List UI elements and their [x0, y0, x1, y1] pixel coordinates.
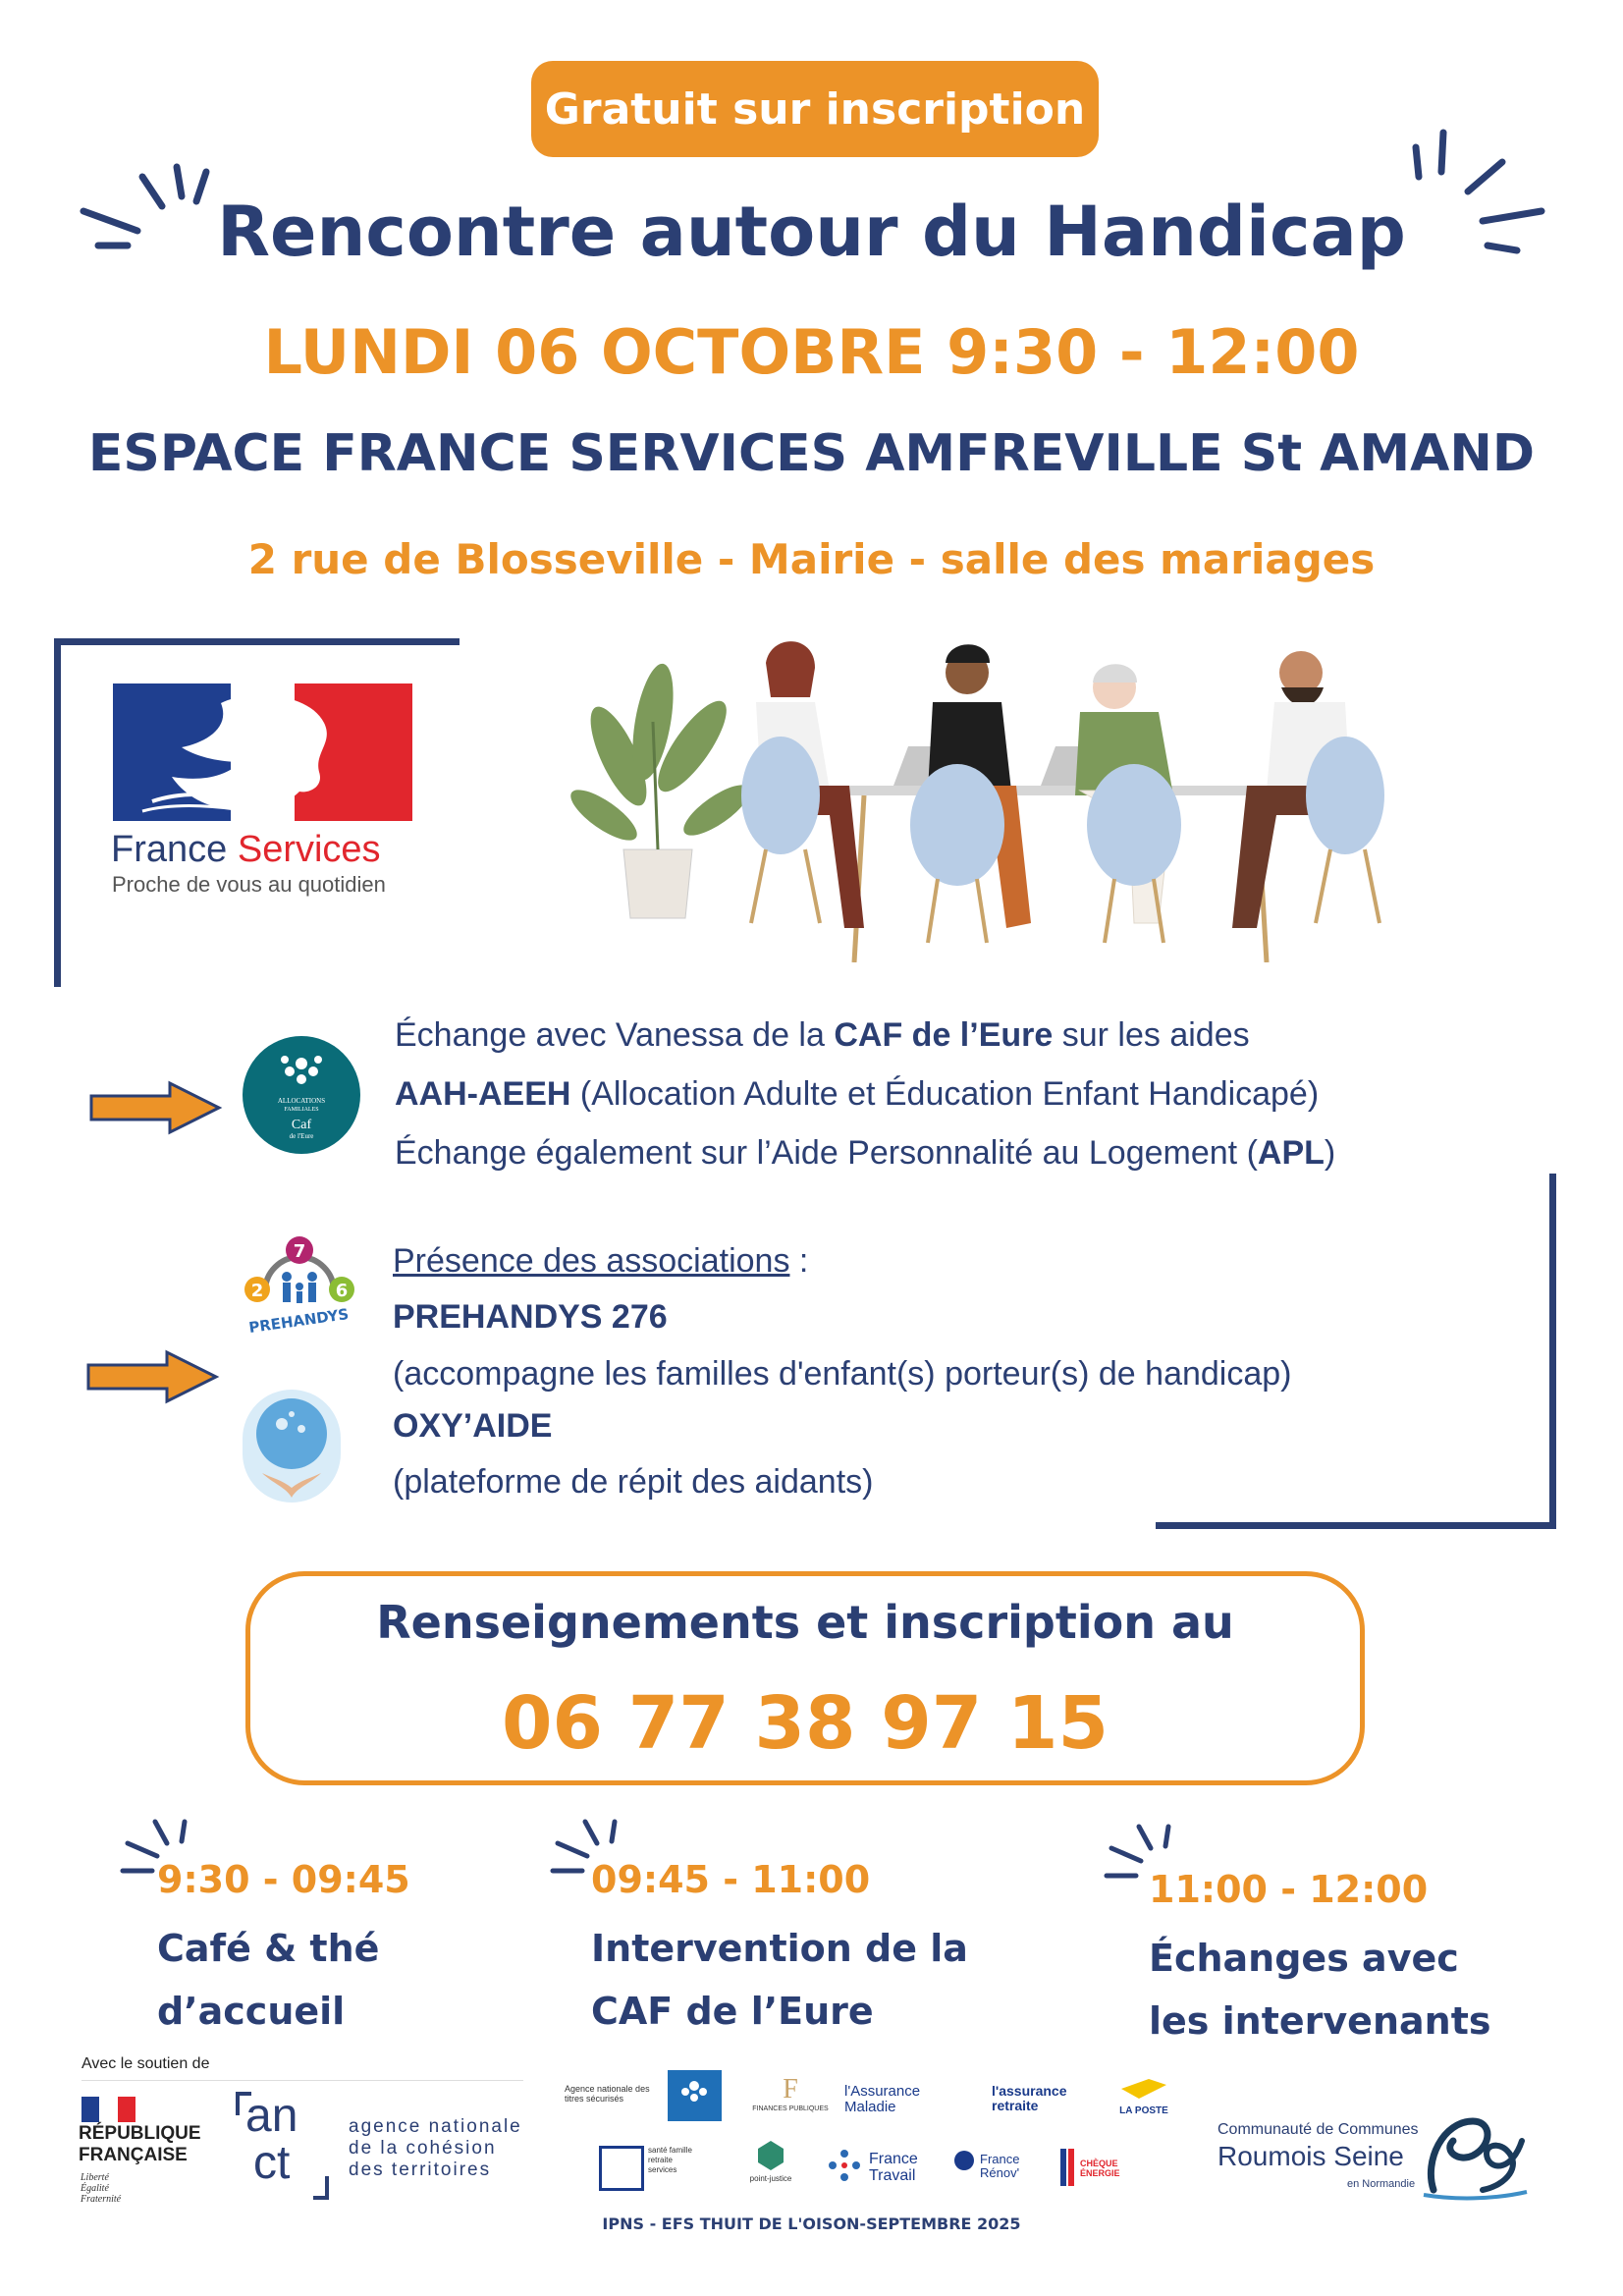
france-travail-icon [825, 2146, 864, 2185]
schedule-3-line1: Échanges avec [1149, 1937, 1459, 1980]
schedule-1-line1: Café & thé [157, 1927, 380, 1970]
prehandys-description: (accompagne les familles d'enfant(s) porteur(s) de handicap) [393, 1355, 1292, 1393]
france-renov-icon [954, 2151, 974, 2170]
frame-right-h [1156, 1522, 1556, 1529]
laposte-text: LA POSTE [1119, 2105, 1168, 2116]
schedule-2-line1: Intervention de la [591, 1927, 968, 1970]
frame-right-v [1549, 1174, 1556, 1529]
associations-heading-text: Présence des associations [393, 1242, 790, 1280]
schedule-2-line2: CAF de l’Eure [591, 1990, 874, 2033]
caf-small-icon [668, 2070, 722, 2121]
rf-motto1: Liberté [81, 2172, 109, 2183]
caf-line-1-b: CAF de l’Eure [834, 1016, 1054, 1054]
caf-line-3-b: APL [1257, 1134, 1325, 1172]
prehandys-digit-7: 7 [293, 1241, 306, 1262]
info-title: Renseignements et inscription au [376, 1596, 1234, 1649]
anct-l3: des territoires [349, 2159, 492, 2180]
arrow-right-icon [83, 1347, 221, 1406]
cheque-energie-flag-blue [1060, 2149, 1066, 2186]
justice-icon [758, 2141, 784, 2170]
justice-text: point-justice [749, 2174, 792, 2183]
caf-logo-line3: Caf [291, 1118, 312, 1132]
event-date: LUNDI 06 OCTOBRE 9:30 - 12:00 [263, 316, 1360, 388]
anct-text [349, 2116, 522, 2181]
cc-line3: en Normandie [1347, 2178, 1416, 2190]
caf-line-3-c: ) [1324, 1134, 1336, 1172]
caf-line-3-a: Échange également sur l’Aide Personnalité au Logement ( [395, 1134, 1258, 1172]
france-travail-text: France Travail [869, 2151, 918, 2184]
associations-heading-suffix: : [789, 1242, 809, 1280]
prehandys-digit-2: 2 [250, 1281, 264, 1301]
prehandys-name: PREHANDYS 276 [393, 1298, 668, 1336]
schedule-1-time: 9:30 - 09:45 [157, 1858, 410, 1901]
frame-top-left-v [54, 638, 61, 987]
prehandys-logo-icon [236, 1232, 363, 1340]
footer-divider [81, 2080, 523, 2081]
prehandys-logo-text: PREHANDYS [247, 1305, 351, 1338]
cc-line2: Roumois Seine [1217, 2141, 1404, 2171]
cheque-energie-flag-red [1068, 2149, 1074, 2186]
france-services-name-2: Services [237, 829, 381, 870]
anct-l1: agence nationale [349, 2116, 522, 2137]
republique-francaise [79, 2123, 201, 2166]
event-address: 2 rue de Blosseville - Mairie - salle des mariages [247, 535, 1376, 583]
frame-top-left-h [54, 638, 460, 645]
finances-logo [746, 2074, 835, 2112]
free-registration-badge: Gratuit sur inscription [531, 61, 1099, 157]
france-services-tagline: Proche de vous au quotidien [112, 872, 386, 897]
justice-logo [731, 2141, 810, 2183]
schedule-2-time: 09:45 - 11:00 [591, 1858, 871, 1901]
caf-line-3 [395, 1134, 1335, 1173]
cheque-energie-text: CHÈQUE ÉNERGIE [1080, 2159, 1120, 2178]
rf-motto3: Fraternité [81, 2194, 122, 2205]
event-place: ESPACE FRANCE SERVICES AMFREVILLE St AMAND [87, 424, 1536, 483]
oxyaide-description: (plateforme de répit des aidants) [393, 1463, 874, 1501]
schedule-1-line2: d’accueil [157, 1990, 346, 2033]
caf-logo-line4: de l'Eure [289, 1132, 314, 1140]
caf-line-2-a: AAH-AEEH [395, 1075, 571, 1113]
caf-line-1-c: sur les aides [1053, 1016, 1250, 1054]
caf-line-2 [395, 1075, 1319, 1114]
rf-motto [81, 2172, 121, 2205]
schedule-3-time: 11:00 - 12:00 [1149, 1868, 1429, 1911]
phone-number[interactable]: 06 77 38 97 15 [502, 1681, 1109, 1766]
oxyaide-name: OXY’AIDE [393, 1407, 553, 1445]
marianne-small-icon [81, 2097, 135, 2122]
schedule-3-desc [1149, 1927, 1490, 2052]
prehandys-digit-6: 6 [335, 1281, 349, 1301]
meeting-illustration-icon [569, 629, 1404, 962]
assurance-retraite-logo: l'assurance retraite [992, 2083, 1067, 2113]
finances-text: FINANCES PUBLIQUES [752, 2105, 829, 2112]
rf-line1: RÉPUBLIQUE [79, 2123, 201, 2144]
rf-line2: FRANÇAISE [79, 2145, 188, 2165]
associations-heading [393, 1242, 808, 1281]
laposte-bird-icon [1119, 2077, 1168, 2102]
caf-logo-line1: ALLOCATIONS [277, 1097, 326, 1105]
schedule-2-desc [591, 1917, 968, 2043]
rf-motto2: Égalité [81, 2183, 109, 2194]
france-services-name-1: France [111, 829, 228, 870]
france-services-name [111, 829, 381, 871]
schedule-3-line2: les intervenants [1149, 1999, 1491, 2043]
laposte-logo [1109, 2077, 1178, 2116]
ipns-notice: IPNS - EFS THUIT DE L'OISON-SEPTEMBRE 2025 [602, 2214, 1021, 2233]
caf-line-1-a: Échange avec Vanessa de la [395, 1016, 835, 1054]
assurance-maladie-logo: l'Assurance Maladie [844, 2083, 921, 2115]
msa-logo-icon [599, 2146, 644, 2191]
caf-line-2-b: (Allocation Adulte et Éducation Enfant Handicapé) [570, 1075, 1320, 1113]
france-renov-text: France Rénov' [980, 2152, 1020, 2180]
ants-logo: Agence nationale des titres sécurisés [565, 2084, 650, 2104]
caf-logo-icon [241, 1034, 363, 1157]
caf-line-1 [395, 1016, 1250, 1055]
msa-text: santé famille retraite services [648, 2146, 692, 2174]
cc-line1: Communauté de Communes [1217, 2121, 1419, 2138]
anct-l2: de la cohésion [349, 2138, 497, 2159]
roumois-seine-logo-icon [1414, 2102, 1532, 2210]
page-title: Rencontre autour du Handicap [217, 191, 1406, 272]
marianne-logo-icon [113, 683, 412, 821]
schedule-1-desc [157, 1917, 379, 2043]
oxyaide-logo-icon [243, 1390, 341, 1503]
anct-bottom: ct [253, 2137, 291, 2189]
support-label: Avec le soutien de [81, 2055, 210, 2072]
anct-logo [236, 2092, 329, 2200]
arrow-right-icon [86, 1078, 224, 1137]
caf-logo-line2: FAMILIALES [284, 1107, 319, 1113]
anct-top: an [245, 2090, 298, 2142]
finances-f-icon: F [783, 2074, 798, 2105]
anct-bracket-br [313, 2176, 329, 2200]
